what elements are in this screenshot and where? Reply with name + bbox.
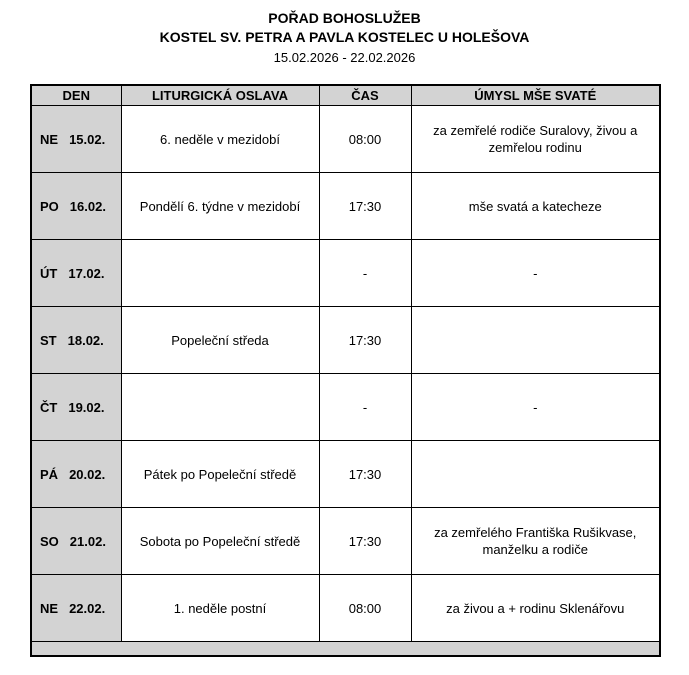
table-row [31, 173, 660, 240]
day-date: 22.02. [69, 600, 106, 616]
day-abbreviation: ČT [40, 399, 58, 415]
day-cell [31, 441, 121, 508]
footer-strip [31, 642, 660, 656]
page-title: POŘAD BOHOSLUŽEB [268, 10, 421, 26]
day-abbreviation: PÁ [40, 466, 59, 482]
celebration-cell: 1. neděle postní [121, 575, 319, 642]
celebration-cell: 6. neděle v mezidobí [121, 106, 319, 173]
day-date: 16.02. [69, 198, 106, 214]
time-cell: 08:00 [319, 575, 411, 642]
day-abbreviation: NE [40, 600, 59, 616]
day-date: 17.02. [68, 265, 105, 281]
day-date: 15.02. [69, 131, 106, 147]
table-row [31, 508, 660, 575]
church-name: KOSTEL SV. PETRA A PAVLA KOSTELEC U HOLEŠOVA [159, 29, 530, 45]
intention-cell: mše svatá a katecheze [411, 173, 660, 240]
day-abbreviation: NE [40, 131, 59, 147]
intention-cell [411, 307, 660, 374]
table-row [31, 374, 660, 441]
day-cell [31, 240, 121, 307]
schedule-body [31, 106, 660, 642]
time-cell: 17:30 [319, 307, 411, 374]
intention-cell: - [411, 374, 660, 441]
intention-cell: za živou a + rodinu Sklenářovu [411, 575, 660, 642]
celebration-cell: Sobota po Popeleční středě [121, 508, 319, 575]
day-cell [31, 508, 121, 575]
celebration-cell: Popeleční středa [121, 307, 319, 374]
celebration-cell [121, 240, 319, 307]
day-cell [31, 173, 121, 240]
column-header-den: DEN [31, 85, 121, 106]
table-row [31, 106, 660, 173]
table-row [31, 240, 660, 307]
column-header-umysl-mse-svate: ÚMYSL MŠE SVATÉ [411, 85, 660, 106]
celebration-cell [121, 374, 319, 441]
day-abbreviation: SO [40, 533, 59, 549]
document-header [0, 0, 689, 67]
time-cell: 08:00 [319, 106, 411, 173]
celebration-cell: Pondělí 6. týdne v mezidobí [121, 173, 319, 240]
table-row [31, 441, 660, 508]
day-date: 21.02. [69, 533, 106, 549]
intention-cell: za zemřelého Františka Rušikvase, manželku a rodiče [411, 508, 660, 575]
day-cell [31, 307, 121, 374]
day-date: 19.02. [68, 399, 105, 415]
day-cell [31, 374, 121, 441]
column-header-cas: ČAS [319, 85, 411, 106]
time-cell: 17:30 [319, 173, 411, 240]
day-abbreviation: PO [40, 198, 59, 214]
day-date: 18.02. [67, 332, 104, 348]
intention-cell [411, 441, 660, 508]
column-header-liturgicka-oslava: LITURGICKÁ OSLAVA [121, 85, 319, 106]
schedule-table [30, 84, 661, 657]
day-abbreviation: ST [40, 332, 57, 348]
table-row [31, 575, 660, 642]
time-cell: 17:30 [319, 441, 411, 508]
date-range: 15.02.2026 - 22.02.2026 [273, 50, 416, 65]
table-header-row [31, 85, 660, 106]
intention-cell: - [411, 240, 660, 307]
day-abbreviation: ÚT [40, 265, 58, 281]
intention-cell: za zemřelé rodiče Suralovy, živou a zemřelou rodinu [411, 106, 660, 173]
time-cell: 17:30 [319, 508, 411, 575]
celebration-cell: Pátek po Popeleční středě [121, 441, 319, 508]
table-row [31, 307, 660, 374]
day-cell [31, 106, 121, 173]
day-date: 20.02. [69, 466, 106, 482]
day-cell [31, 575, 121, 642]
time-cell: - [319, 240, 411, 307]
time-cell: - [319, 374, 411, 441]
table-footer-row [31, 642, 660, 656]
